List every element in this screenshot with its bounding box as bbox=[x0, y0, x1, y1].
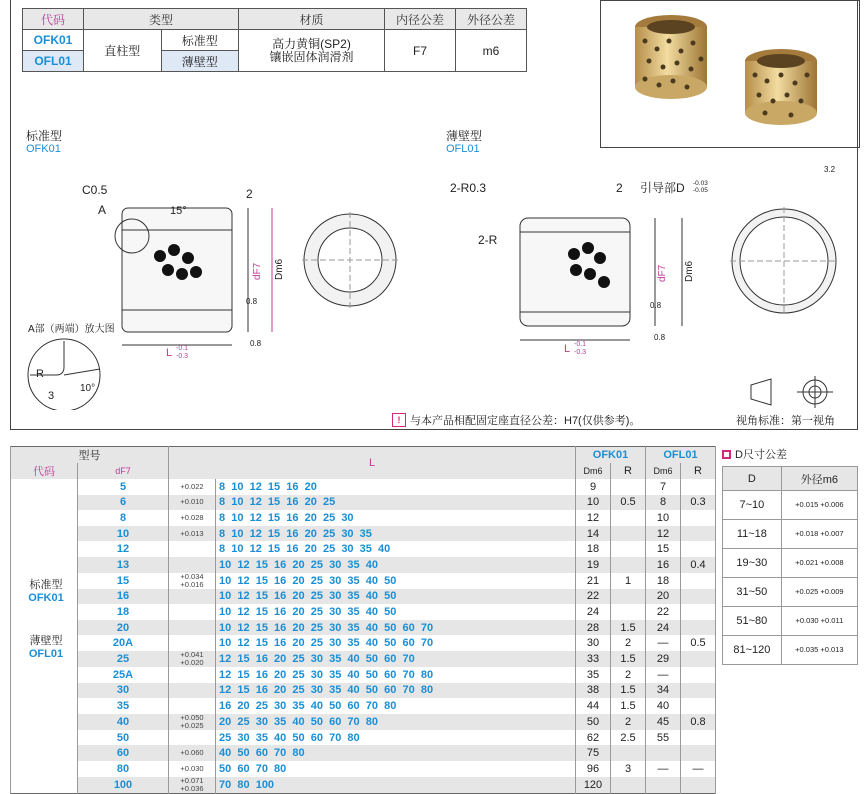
row-l-values: 12 15 16 20 25 30 35 40 50 60 70 80 bbox=[216, 683, 576, 699]
row-d: 18 bbox=[78, 604, 169, 620]
d-tol-range: 81~120 bbox=[723, 636, 782, 665]
row-l-values: 10 12 15 16 20 25 30 35 40 50 60 70 bbox=[216, 635, 576, 651]
row-d1: 120 bbox=[576, 777, 611, 794]
row-d2: 12 bbox=[646, 526, 681, 542]
dm6-label: Dm6 bbox=[274, 258, 285, 280]
spec-code-ofl: OFL01 bbox=[23, 51, 84, 72]
std-title: 标准型 bbox=[26, 129, 63, 143]
row-code-cell bbox=[11, 761, 78, 777]
row-d1: 33 bbox=[576, 651, 611, 667]
row-tol bbox=[169, 604, 216, 620]
row-tol: +0.022 bbox=[169, 479, 216, 495]
row-r2 bbox=[681, 510, 716, 526]
row-d1: 21 bbox=[576, 573, 611, 589]
row-code-cell bbox=[11, 730, 78, 746]
row-tol: +0.041 +0.020 bbox=[169, 651, 216, 667]
spec-header-material: 材质 bbox=[239, 9, 385, 30]
row-d: 13 bbox=[78, 557, 169, 573]
row-d2: 24 bbox=[646, 620, 681, 636]
size-table-body bbox=[11, 479, 716, 793]
row-d: 50 bbox=[78, 730, 169, 746]
row-d1: 50 bbox=[576, 714, 611, 730]
row-d2 bbox=[646, 777, 681, 794]
r-header-2: R bbox=[681, 463, 716, 479]
detail-view bbox=[20, 335, 120, 410]
deg15-label: 15° bbox=[170, 205, 187, 217]
row-code-cell bbox=[11, 745, 78, 761]
table-row bbox=[11, 557, 716, 573]
row-d2: — bbox=[646, 667, 681, 683]
row-d: 15 bbox=[78, 573, 169, 589]
d-tol-value: +0.015 +0.006 bbox=[781, 491, 857, 520]
side-thin-label: 薄壁型 bbox=[29, 635, 63, 647]
df7-thin: dF7 bbox=[657, 264, 668, 282]
row-r2 bbox=[681, 777, 716, 794]
row-r2: 0.5 bbox=[681, 635, 716, 651]
view-standard: 视角标准：第一视角 bbox=[736, 415, 835, 427]
row-tol bbox=[169, 589, 216, 605]
side-thin-code: OFL01 bbox=[28, 648, 64, 660]
row-tol: +0.013 bbox=[169, 526, 216, 542]
row-l-values: 12 15 16 20 25 30 35 40 50 60 70 80 bbox=[216, 667, 576, 683]
row-l-values: 10 12 15 16 20 25 30 35 40 50 bbox=[216, 573, 576, 589]
row-d: 20A bbox=[78, 635, 169, 651]
row-r1: 2 bbox=[611, 714, 646, 730]
table-row bbox=[11, 620, 716, 636]
c05-label: C0.5 bbox=[82, 183, 108, 197]
row-r2 bbox=[681, 667, 716, 683]
a-label: A bbox=[98, 203, 107, 217]
size-table bbox=[10, 446, 716, 794]
row-code-cell bbox=[11, 714, 78, 730]
row-r2 bbox=[681, 698, 716, 714]
model-header: 型号 bbox=[11, 447, 169, 464]
spec-header-type: 类型 bbox=[84, 9, 239, 30]
d-tol-row bbox=[723, 491, 858, 520]
table-row bbox=[11, 604, 716, 620]
spec-type-std: 标准型 bbox=[161, 30, 239, 51]
row-d2: 29 bbox=[646, 651, 681, 667]
fit-note bbox=[392, 412, 640, 428]
table-row bbox=[11, 714, 716, 730]
l-sub: -0.3 bbox=[176, 353, 189, 360]
row-d: 35 bbox=[78, 698, 169, 714]
row-d2: — bbox=[646, 635, 681, 651]
row-d: 25A bbox=[78, 667, 169, 683]
spec-inner: F7 bbox=[385, 30, 456, 72]
row-l-values: 16 20 25 30 35 40 50 60 70 80 bbox=[216, 698, 576, 714]
row-code-cell bbox=[11, 604, 78, 620]
row-tol bbox=[169, 683, 216, 699]
row-d: 80 bbox=[78, 761, 169, 777]
row-r2 bbox=[681, 526, 716, 542]
row-tol bbox=[169, 541, 216, 557]
roughness-3-2: 3.2 bbox=[824, 165, 836, 174]
row-l-values: 8 10 12 15 16 20 25 bbox=[216, 495, 576, 511]
table-row bbox=[11, 589, 716, 605]
dm6-header-1: Dm6 bbox=[576, 463, 611, 479]
row-l-values: 25 30 35 40 50 60 70 80 bbox=[216, 730, 576, 746]
std-code: OFK01 bbox=[26, 143, 61, 155]
ofl-header: OFL01 bbox=[646, 447, 716, 464]
table-row bbox=[11, 730, 716, 746]
row-r1 bbox=[611, 479, 646, 495]
dm6-header-2: Dm6 bbox=[646, 463, 681, 479]
row-tol: +0.050 +0.025 bbox=[169, 714, 216, 730]
row-tol bbox=[169, 730, 216, 746]
d-tol-row bbox=[723, 578, 858, 607]
row-d: 30 bbox=[78, 683, 169, 699]
thin-drawing bbox=[450, 170, 710, 360]
row-r1: 0.5 bbox=[611, 495, 646, 511]
std-ring-view bbox=[300, 210, 400, 310]
warning-icon: ! bbox=[392, 413, 406, 427]
row-r1 bbox=[611, 589, 646, 605]
row-code-cell bbox=[11, 667, 78, 683]
table-row bbox=[11, 745, 716, 761]
row-r1: 1.5 bbox=[611, 698, 646, 714]
row-r2: — bbox=[681, 761, 716, 777]
d-tol-title: D尺寸公差 bbox=[735, 449, 787, 461]
row-l-values: 10 12 15 16 20 25 30 35 40 50 60 70 bbox=[216, 620, 576, 636]
row-l-values: 10 12 15 16 20 25 30 35 40 50 bbox=[216, 604, 576, 620]
row-l-values: 70 80 100 bbox=[216, 777, 576, 794]
square-bullet-icon bbox=[722, 450, 731, 459]
row-d: 40 bbox=[78, 714, 169, 730]
table-row bbox=[11, 651, 716, 667]
row-r1 bbox=[611, 541, 646, 557]
row-r1 bbox=[611, 557, 646, 573]
df7-label: dF7 bbox=[252, 262, 263, 280]
guide-sup: -0.03 bbox=[693, 180, 708, 187]
row-d1: 9 bbox=[576, 479, 611, 495]
row-l-values: 8 10 12 15 16 20 25 30 35 40 bbox=[216, 541, 576, 557]
table-row bbox=[11, 761, 716, 777]
r03-label: 2-R0.3 bbox=[450, 181, 487, 195]
row-d: 25 bbox=[78, 651, 169, 667]
spec-material-line2: 镶嵌固体润滑剂 bbox=[269, 49, 354, 64]
table-row bbox=[11, 635, 716, 651]
roughness-08-a: 0.8 bbox=[246, 297, 258, 306]
d-tol-value: +0.018 +0.007 bbox=[781, 520, 857, 549]
row-d2: 7 bbox=[646, 479, 681, 495]
two-label: 2 bbox=[246, 187, 253, 201]
side-std-code: OFK01 bbox=[28, 592, 64, 604]
spec-code-ofk: OFK01 bbox=[23, 30, 84, 51]
row-d1: 75 bbox=[576, 745, 611, 761]
row-r1: 2 bbox=[611, 635, 646, 651]
row-tol: +0.060 bbox=[169, 745, 216, 761]
d-header: dF7 bbox=[78, 463, 169, 479]
side-std bbox=[18, 576, 74, 604]
row-d1: 44 bbox=[576, 698, 611, 714]
row-r2 bbox=[681, 604, 716, 620]
row-d2: 40 bbox=[646, 698, 681, 714]
row-d1: 24 bbox=[576, 604, 611, 620]
d-tol-range: 11~18 bbox=[723, 520, 782, 549]
row-d1: 10 bbox=[576, 495, 611, 511]
row-d: 10 bbox=[78, 526, 169, 542]
row-d2: 55 bbox=[646, 730, 681, 746]
row-tol: +0.028 bbox=[169, 510, 216, 526]
row-r2 bbox=[681, 620, 716, 636]
row-tol bbox=[169, 667, 216, 683]
row-r2 bbox=[681, 651, 716, 667]
thin-roughness-a: 0.8 bbox=[650, 301, 662, 310]
row-d1: 35 bbox=[576, 667, 611, 683]
row-d: 100 bbox=[78, 777, 169, 794]
row-r2 bbox=[681, 745, 716, 761]
table-row bbox=[11, 573, 716, 589]
d-tol-range: 51~80 bbox=[723, 607, 782, 636]
row-tol bbox=[169, 557, 216, 573]
thin-code: OFL01 bbox=[446, 143, 480, 155]
row-r2: 0.3 bbox=[681, 495, 716, 511]
spec-header-inner: 内径公差 bbox=[385, 9, 456, 30]
row-d2: 45 bbox=[646, 714, 681, 730]
spec-material-line1: 高力黄铜(SP2) bbox=[272, 36, 351, 51]
ofk-header: OFK01 bbox=[576, 447, 646, 464]
row-d: 6 bbox=[78, 495, 169, 511]
row-d1: 30 bbox=[576, 635, 611, 651]
row-l-values: 8 10 12 15 16 20 25 30 35 bbox=[216, 526, 576, 542]
two-r-label: 2-R bbox=[478, 233, 498, 247]
d-tol-row bbox=[723, 636, 858, 665]
row-r1: 1.5 bbox=[611, 683, 646, 699]
d-tol-value: +0.030 +0.011 bbox=[781, 607, 857, 636]
d-tol-range: 19~30 bbox=[723, 549, 782, 578]
row-l-values: 8 10 12 15 16 20 25 30 bbox=[216, 510, 576, 526]
table-row bbox=[11, 541, 716, 557]
row-tol: +0.030 bbox=[169, 761, 216, 777]
row-l-values: 40 50 60 70 80 bbox=[216, 745, 576, 761]
row-r2: 0.8 bbox=[681, 714, 716, 730]
row-l-values: 10 12 15 16 20 25 30 35 40 bbox=[216, 557, 576, 573]
row-r2 bbox=[681, 573, 716, 589]
row-d: 16 bbox=[78, 589, 169, 605]
table-row bbox=[11, 526, 716, 542]
row-l-values: 12 15 16 20 25 30 35 40 50 60 70 bbox=[216, 651, 576, 667]
spec-header-code: 代码 bbox=[23, 9, 84, 30]
row-code-cell bbox=[11, 495, 78, 511]
d-tolerance-table bbox=[722, 466, 858, 665]
row-d2: 18 bbox=[646, 573, 681, 589]
row-d2: 22 bbox=[646, 604, 681, 620]
row-code-cell bbox=[11, 683, 78, 699]
row-d: 8 bbox=[78, 510, 169, 526]
row-l-values: 10 12 15 16 20 25 30 35 40 50 bbox=[216, 589, 576, 605]
d-tol-col1: D bbox=[723, 467, 782, 491]
side-std-label: 标准型 bbox=[29, 579, 63, 591]
row-d2: 10 bbox=[646, 510, 681, 526]
row-r1: 1.5 bbox=[611, 620, 646, 636]
d-tol-value: +0.021 +0.008 bbox=[781, 549, 857, 578]
l-thin-sub: -0.3 bbox=[574, 349, 587, 356]
d-tol-value: +0.025 +0.009 bbox=[781, 578, 857, 607]
row-r2 bbox=[681, 541, 716, 557]
spec-header-outer: 外径公差 bbox=[456, 9, 527, 30]
guide-sub: -0.05 bbox=[693, 187, 708, 194]
table-row bbox=[11, 495, 716, 511]
row-r1: 1.5 bbox=[611, 651, 646, 667]
d-tol-title-row bbox=[722, 446, 858, 462]
code-header: 代码 bbox=[11, 463, 78, 479]
row-code-cell bbox=[11, 526, 78, 542]
fit-note-text: 与本产品相配固定座直径公差：H7(仅供参考)。 bbox=[410, 415, 641, 427]
row-d1: 22 bbox=[576, 589, 611, 605]
row-code-cell bbox=[11, 541, 78, 557]
detail-title: A部（两端）放大图 bbox=[28, 324, 115, 335]
row-r2 bbox=[681, 589, 716, 605]
row-d1: 14 bbox=[576, 526, 611, 542]
l-label: L bbox=[166, 347, 173, 359]
row-r1 bbox=[611, 526, 646, 542]
row-d1: 19 bbox=[576, 557, 611, 573]
row-r2 bbox=[681, 479, 716, 495]
row-d2 bbox=[646, 745, 681, 761]
row-r1 bbox=[611, 777, 646, 794]
spec-outer: m6 bbox=[456, 30, 527, 72]
l-thin-sup: -0.1 bbox=[574, 341, 587, 348]
row-d1: 96 bbox=[576, 761, 611, 777]
row-r1 bbox=[611, 604, 646, 620]
thin-roughness-b: 0.8 bbox=[654, 333, 666, 342]
row-r1: 3 bbox=[611, 761, 646, 777]
d-tol-row bbox=[723, 549, 858, 578]
row-code-cell bbox=[11, 698, 78, 714]
row-d2: 20 bbox=[646, 589, 681, 605]
l-sup: -0.1 bbox=[176, 345, 189, 352]
table-row bbox=[11, 510, 716, 526]
spec-type-main: 直柱型 bbox=[84, 30, 162, 72]
row-d: 12 bbox=[78, 541, 169, 557]
row-tol: +0.034 +0.016 bbox=[169, 573, 216, 589]
row-d2: — bbox=[646, 761, 681, 777]
row-l-values: 50 60 70 80 bbox=[216, 761, 576, 777]
d-tolerance-block bbox=[722, 446, 858, 665]
row-d2: 15 bbox=[646, 541, 681, 557]
side-thin bbox=[18, 632, 74, 660]
detail-10deg: 10° bbox=[80, 383, 96, 394]
row-d1: 18 bbox=[576, 541, 611, 557]
dm6-thin: Dm6 bbox=[684, 260, 695, 282]
row-code-cell bbox=[11, 557, 78, 573]
row-code-cell bbox=[11, 479, 78, 495]
view-symbol-icon bbox=[745, 375, 835, 409]
row-r2: 0.4 bbox=[681, 557, 716, 573]
d-tol-range: 7~10 bbox=[723, 491, 782, 520]
row-d: 5 bbox=[78, 479, 169, 495]
table-row bbox=[11, 667, 716, 683]
row-r2 bbox=[681, 683, 716, 699]
row-tol: +0.010 bbox=[169, 495, 216, 511]
r-header-1: R bbox=[611, 463, 646, 479]
row-r1 bbox=[611, 510, 646, 526]
row-code-cell bbox=[11, 777, 78, 794]
row-d2: 34 bbox=[646, 683, 681, 699]
row-d1: 38 bbox=[576, 683, 611, 699]
row-r1 bbox=[611, 745, 646, 761]
d-tol-row bbox=[723, 520, 858, 549]
row-r1: 2.5 bbox=[611, 730, 646, 746]
guide-label: 引导部D bbox=[640, 181, 685, 195]
two-right-label: 2 bbox=[616, 181, 623, 195]
l-header: L bbox=[169, 447, 576, 480]
table-row bbox=[11, 683, 716, 699]
row-d: 60 bbox=[78, 745, 169, 761]
table-row bbox=[11, 479, 716, 495]
row-code-cell bbox=[11, 510, 78, 526]
thin-title: 薄壁型 bbox=[446, 129, 483, 143]
row-l-values: 8 10 12 15 16 20 bbox=[216, 479, 576, 495]
row-d2: 16 bbox=[646, 557, 681, 573]
row-l-values: 20 25 30 35 40 50 60 70 80 bbox=[216, 714, 576, 730]
row-r2 bbox=[681, 730, 716, 746]
row-tol bbox=[169, 620, 216, 636]
d-tol-col2: 外径m6 bbox=[781, 467, 857, 491]
detail-r: R bbox=[36, 368, 44, 380]
d-tol-row bbox=[723, 607, 858, 636]
thin-ring-view bbox=[728, 205, 840, 317]
row-tol bbox=[169, 635, 216, 651]
d-tol-range: 31~50 bbox=[723, 578, 782, 607]
row-r1: 1 bbox=[611, 573, 646, 589]
d-tol-value: +0.035 +0.013 bbox=[781, 636, 857, 665]
detail-3: 3 bbox=[48, 390, 55, 402]
row-d2: 8 bbox=[646, 495, 681, 511]
row-r1: 2 bbox=[611, 667, 646, 683]
spec-type-thin: 薄壁型 bbox=[161, 51, 239, 72]
row-d: 20 bbox=[78, 620, 169, 636]
table-row bbox=[11, 777, 716, 794]
row-tol bbox=[169, 698, 216, 714]
l-thin: L bbox=[564, 343, 571, 355]
row-d1: 12 bbox=[576, 510, 611, 526]
row-d1: 62 bbox=[576, 730, 611, 746]
row-d1: 28 bbox=[576, 620, 611, 636]
table-row bbox=[11, 698, 716, 714]
roughness-08-b: 0.8 bbox=[250, 339, 262, 348]
row-tol: +0.071 +0.036 bbox=[169, 777, 216, 794]
